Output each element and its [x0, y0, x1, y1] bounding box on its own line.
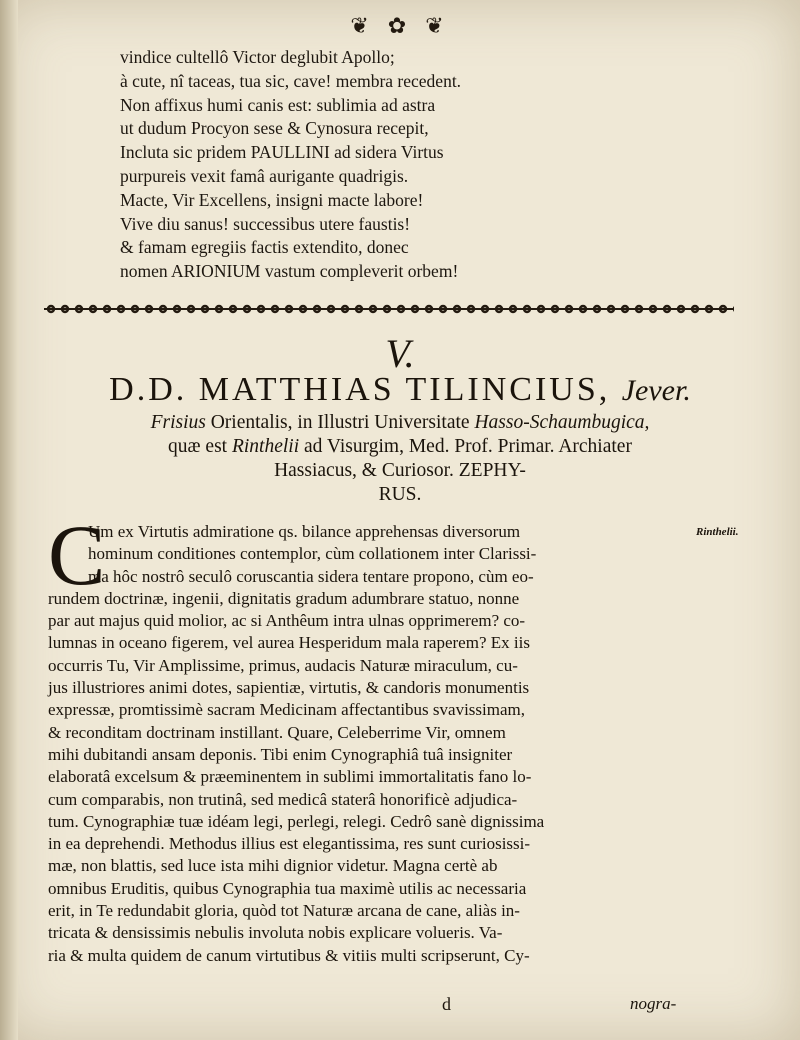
catchword: nogra- [630, 994, 677, 1013]
prose-line: tum. Cynographiæ tuæ idéam legi, perlegi, relegi. Cedrô sanè dignissima [48, 811, 545, 831]
binding-gutter [0, 0, 18, 1040]
heading-line-2 [40, 411, 760, 435]
prose-line: omnibus Eruditis, quibus Cynographia tua maximè utilis ac necessaria [48, 878, 527, 898]
poem-line: Non affixus humi canis est: sublimia ad astra [120, 94, 436, 115]
poem-line: Macte, Vir Excellens, insigni macte labore! [120, 189, 424, 210]
section-numeral: V. [385, 331, 415, 376]
prose-line: mihi dubitandi ansam deponis. Tibi enim Cynographiâ tuâ insigniter [48, 744, 513, 764]
signature-mark: d [442, 994, 451, 1014]
prose-line: jus illustriores animi dotes, sapientiæ, virtutis, & candoris monumentis [48, 678, 530, 698]
prose-line: lumnas in oceano figerem, vel aurea Hesperidum mala raperem? Ex iis [48, 633, 530, 653]
section-heading [40, 370, 760, 507]
poem-line: vindice cultellô Victor deglubit Apollo; [120, 47, 395, 67]
prose-line: ria & multa quidem de canum virtutibus & vitiis multi scripserunt, Cy- [48, 945, 530, 965]
prose-line: cum comparabis, non trutinâ, sed medicâ staterâ honorificè adjudica- [48, 789, 518, 809]
prose-line: Um ex Virtutis admiratione qs. bilance apprehensas diversorum [88, 522, 521, 541]
prose-line: par aut majus quid molior, ac si Anthêum intra ulnas opprimerem? co- [48, 611, 526, 631]
poem-line: Incluta sic pridem PAULLINI ad sidera Virtus [120, 142, 444, 163]
prose-line: expressæ, promtissimè sacram Medicinam affectantibus svavissimam, [48, 700, 525, 720]
poem-line: ut dudum Procyon sese & Cynosura recepit, [120, 118, 429, 139]
author-name-line [40, 370, 760, 411]
heading-text: quæ est [168, 436, 232, 457]
heading-line-5: RUS. [378, 484, 422, 505]
poem-line: & famam egregiis factis extendito, donec [120, 237, 409, 258]
ornamental-rule [44, 300, 734, 318]
heading-text: ad Visurgim, Med. Prof. Primar. Archiater [299, 436, 632, 457]
poem-line: nomen ARIONIUM vastum compleverit orbem! [120, 261, 459, 282]
poem-line: purpureis vexit famâ aurigante quadrigis. [120, 165, 409, 186]
prose-block [48, 521, 698, 967]
heading-text: Rinthelii [231, 436, 300, 457]
prose-line: occurris Tu, Vir Amplissime, primus, audacis Naturæ miraculum, cu- [48, 655, 518, 675]
poem-line: Vive diu sanus! successibus utere faustis! [120, 213, 411, 234]
drop-initial: C [48, 507, 106, 603]
prose-line: hominum conditiones contemplor, cùm collationem inter Clarissi- [88, 544, 537, 564]
prose-line: ma hôc nostrô seculô coruscantia sidera tentare propono, cùm eo- [88, 566, 534, 586]
prose-line: tricata & densissimis nebulis involuta nobis explicare volueris. Va- [48, 923, 503, 943]
prose-line: in ea deprehendi. Methodus illius est elegantissima, res sunt curiosissi- [48, 834, 531, 854]
heading-line-4: Hassiacus, & Curiosor. ZEPHY- [274, 460, 526, 481]
prose-line: & reconditam doctrinam instillant. Quare, Celeberrime Vir, omnem [48, 722, 506, 742]
poem-block [120, 46, 700, 284]
margin-note: Rinthelii. [696, 526, 739, 538]
prose-line: mæ, non blattis, sed luce ista mihi dignior videtur. Magna certè ab [48, 856, 498, 876]
head-ornament: ❦ ✿ ❦ [350, 14, 450, 39]
heading-text: Orientalis, in Illustri Universitate [205, 412, 475, 433]
heading-text: Frisius [150, 412, 206, 433]
prose-line: rundem doctrinæ, ingenii, dignitatis gradum adumbrare statuo, nonne [48, 588, 520, 608]
heading-line-3 [40, 435, 760, 459]
heading-text: Hasso-Schaumbugica, [474, 412, 650, 433]
prose-line: elaboratâ excelsum & præeminentem in sublimi immortalitatis fano lo- [48, 767, 532, 787]
author-name: D.D. MATTHIAS TILINCIUS, [109, 371, 611, 408]
author-origin: Jever. [621, 374, 691, 407]
poem-line: à cute, nî taceas, tua sic, cave! membra recedent. [120, 70, 462, 91]
prose-line: erit, in Te redundabit gloria, quòd tot Naturæ arcana de cane, aliàs in- [48, 901, 520, 921]
